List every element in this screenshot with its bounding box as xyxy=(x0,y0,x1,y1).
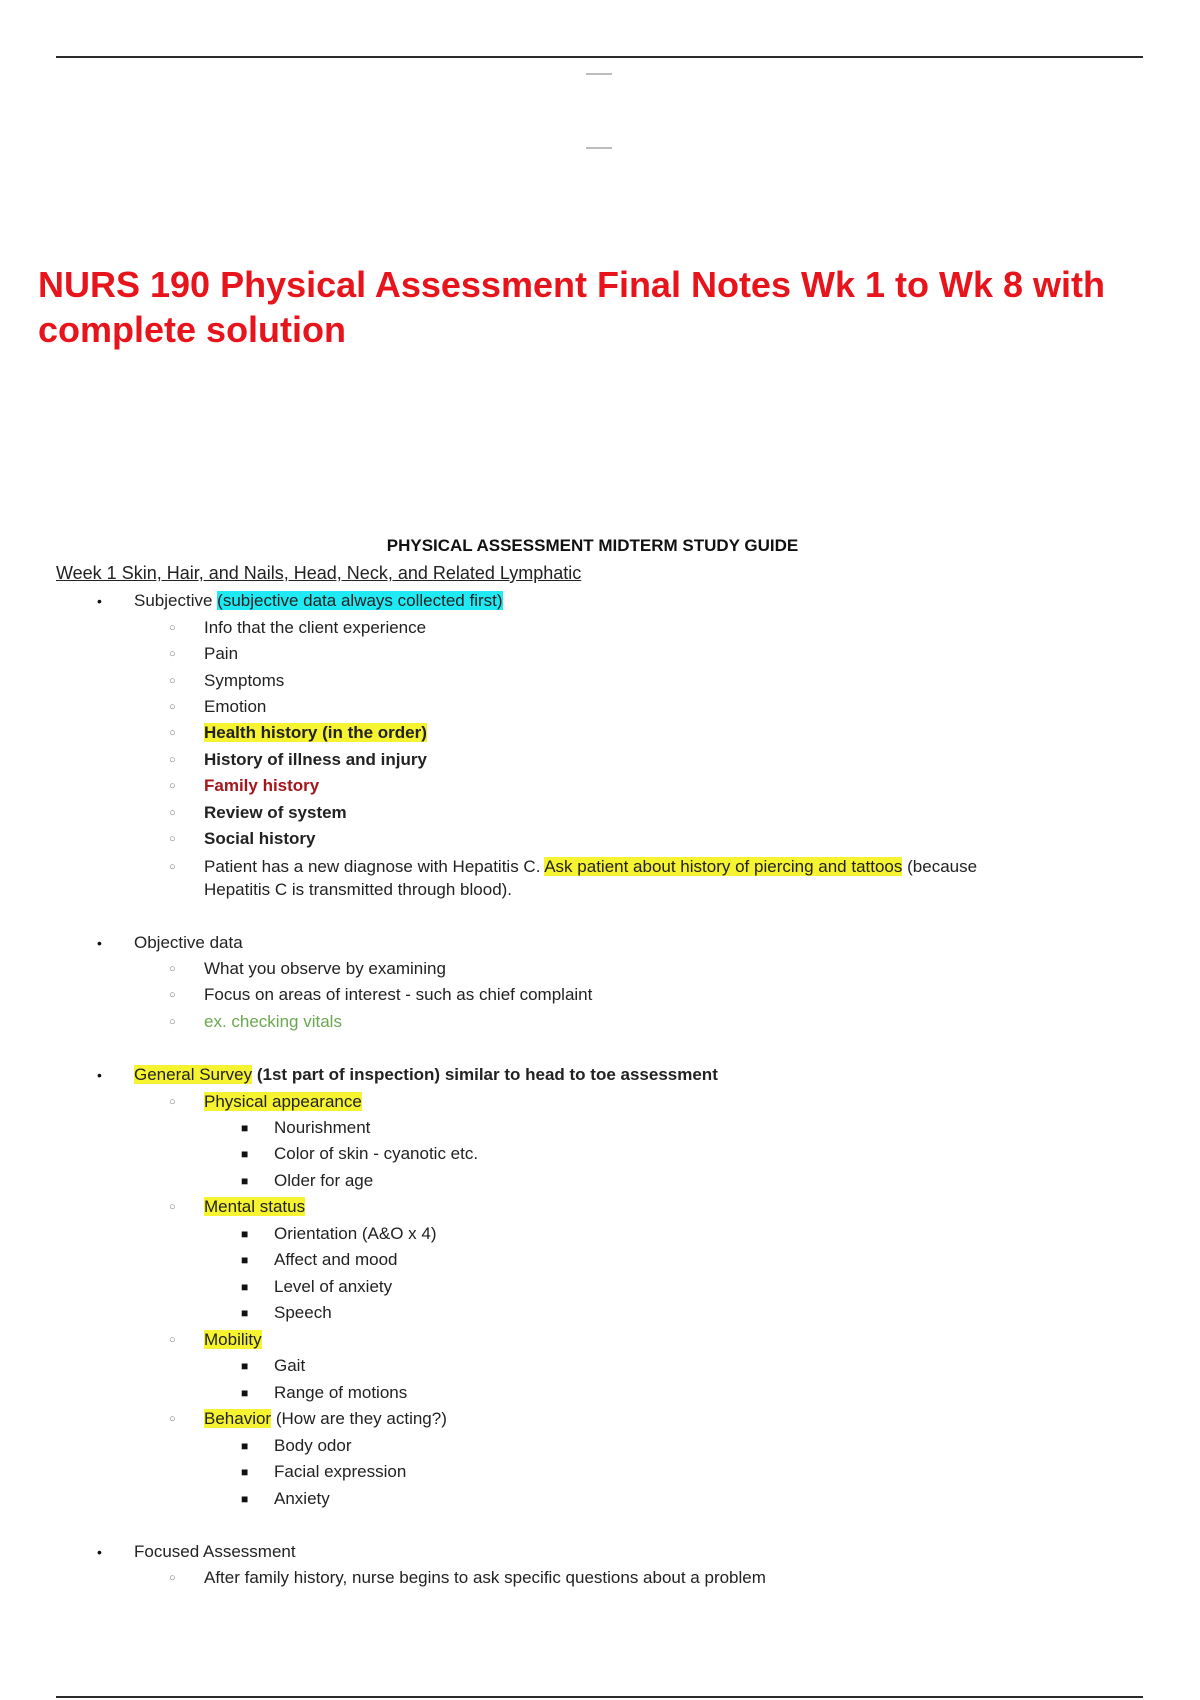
list-item: What you observe by examining xyxy=(204,959,446,978)
list-item: Range of motions xyxy=(274,1383,408,1402)
mental-status-label: Mental status xyxy=(204,1197,306,1216)
list-item: Pain xyxy=(204,644,239,663)
behavior-label: Behavior xyxy=(204,1409,272,1428)
mental-status-item xyxy=(204,1196,305,1218)
sub-bullet: ○ xyxy=(169,1016,176,1028)
header-mark-secondary xyxy=(586,147,612,149)
hepatitis-note-continued: Hepatitis C is transmitted through blood). xyxy=(204,880,513,899)
list-item: Speech xyxy=(274,1303,332,1322)
general-survey-description: (1st part of inspection) similar to head to toe assessment xyxy=(256,1065,718,1084)
behavior-description: (How are they acting?) xyxy=(275,1409,447,1428)
mobility-item xyxy=(204,1329,262,1351)
sub-bullet: ○ xyxy=(169,1096,176,1108)
square-bullet: ■ xyxy=(241,1280,249,1294)
sub-bullet: ○ xyxy=(169,963,176,975)
list-item: Info that the client experience xyxy=(204,618,427,637)
square-bullet: ■ xyxy=(241,1174,249,1188)
study-guide-heading: PHYSICAL ASSESSMENT MIDTERM STUDY GUIDE xyxy=(386,536,799,555)
footer-rule xyxy=(56,1696,1143,1698)
objective-label: Objective data xyxy=(134,933,243,952)
square-bullet: ■ xyxy=(241,1227,249,1241)
sub-bullet: ○ xyxy=(169,648,176,660)
family-history-item: Family history xyxy=(204,776,320,795)
subjective-item xyxy=(134,590,503,612)
list-item: Color of skin - cyanotic etc. xyxy=(274,1144,479,1163)
sub-bullet: ○ xyxy=(169,1334,176,1346)
list-item: Orientation (A&O x 4) xyxy=(274,1224,437,1243)
list-item: Facial expression xyxy=(274,1462,407,1481)
bullet: • xyxy=(97,593,102,609)
general-survey-label: General Survey xyxy=(134,1065,253,1084)
sub-bullet: ○ xyxy=(169,754,176,766)
hepatitis-highlight: Ask patient about history of piercing and tattoos xyxy=(544,857,903,876)
header-rule xyxy=(56,56,1143,58)
list-item xyxy=(204,722,427,744)
list-item: Older for age xyxy=(274,1171,374,1190)
square-bullet: ■ xyxy=(241,1386,249,1400)
sub-bullet: ○ xyxy=(169,1201,176,1213)
document-title: NURS 190 Physical Assessment Final Notes Wk 1 to Wk 8 with complete solution xyxy=(38,264,1105,350)
list-item: Nourishment xyxy=(274,1118,371,1137)
focused-assessment-label: Focused Assessment xyxy=(134,1542,296,1561)
sub-bullet: ○ xyxy=(169,989,176,1001)
sub-bullet: ○ xyxy=(169,807,176,819)
behavior-item xyxy=(204,1408,447,1430)
sub-bullet: ○ xyxy=(169,833,176,845)
sub-bullet: ○ xyxy=(169,1572,176,1584)
sub-bullet: ○ xyxy=(169,780,176,792)
week-1-heading: Week 1 Skin, Hair, and Nails, Head, Neck, and Related Lymphatic xyxy=(56,563,582,583)
sub-bullet: ○ xyxy=(169,675,176,687)
sub-bullet: ○ xyxy=(169,727,176,739)
physical-appearance-label: Physical appearance xyxy=(204,1092,362,1111)
square-bullet: ■ xyxy=(241,1147,249,1161)
bullet: • xyxy=(97,1067,102,1083)
list-item: Level of anxiety xyxy=(274,1277,393,1296)
list-item: Anxiety xyxy=(274,1489,330,1508)
subjective-label: Subjective xyxy=(134,591,213,610)
list-item: Gait xyxy=(274,1356,306,1375)
hepatitis-note xyxy=(204,856,977,878)
hepatitis-text: Patient has a new diagnose with Hepatitis C. xyxy=(204,857,541,876)
header-mark xyxy=(586,73,612,75)
list-item: Social history xyxy=(204,829,316,848)
health-history-item: Health history (in the order) xyxy=(204,723,427,742)
sub-bullet: ○ xyxy=(169,622,176,634)
list-item: Review of system xyxy=(204,803,347,822)
general-survey-item xyxy=(134,1064,718,1086)
square-bullet: ■ xyxy=(241,1253,249,1267)
sub-bullet: ○ xyxy=(169,1413,176,1425)
square-bullet: ■ xyxy=(241,1492,249,1506)
list-item: History of illness and injury xyxy=(204,750,427,769)
list-item: Symptoms xyxy=(204,671,285,690)
hepatitis-text-end: (because xyxy=(907,857,978,876)
list-item: After family history, nurse begins to ask specific questions about a problem xyxy=(204,1568,766,1587)
square-bullet: ■ xyxy=(241,1465,249,1479)
physical-appearance-item xyxy=(204,1091,362,1113)
sub-bullet: ○ xyxy=(169,861,176,873)
square-bullet: ■ xyxy=(241,1359,249,1373)
list-item: Body odor xyxy=(274,1436,352,1455)
list-item: Affect and mood xyxy=(274,1250,398,1269)
mobility-label: Mobility xyxy=(204,1330,262,1349)
list-item: Focus on areas of interest - such as chief complaint xyxy=(204,985,593,1004)
square-bullet: ■ xyxy=(241,1306,249,1320)
square-bullet: ■ xyxy=(241,1439,249,1453)
bullet: • xyxy=(97,935,102,951)
vitals-item: ex. checking vitals xyxy=(204,1012,342,1031)
square-bullet: ■ xyxy=(241,1121,249,1135)
list-item: Emotion xyxy=(204,697,267,716)
bullet: • xyxy=(97,1544,102,1560)
subjective-note: (subjective data always collected first) xyxy=(217,591,503,610)
sub-bullet: ○ xyxy=(169,701,176,713)
